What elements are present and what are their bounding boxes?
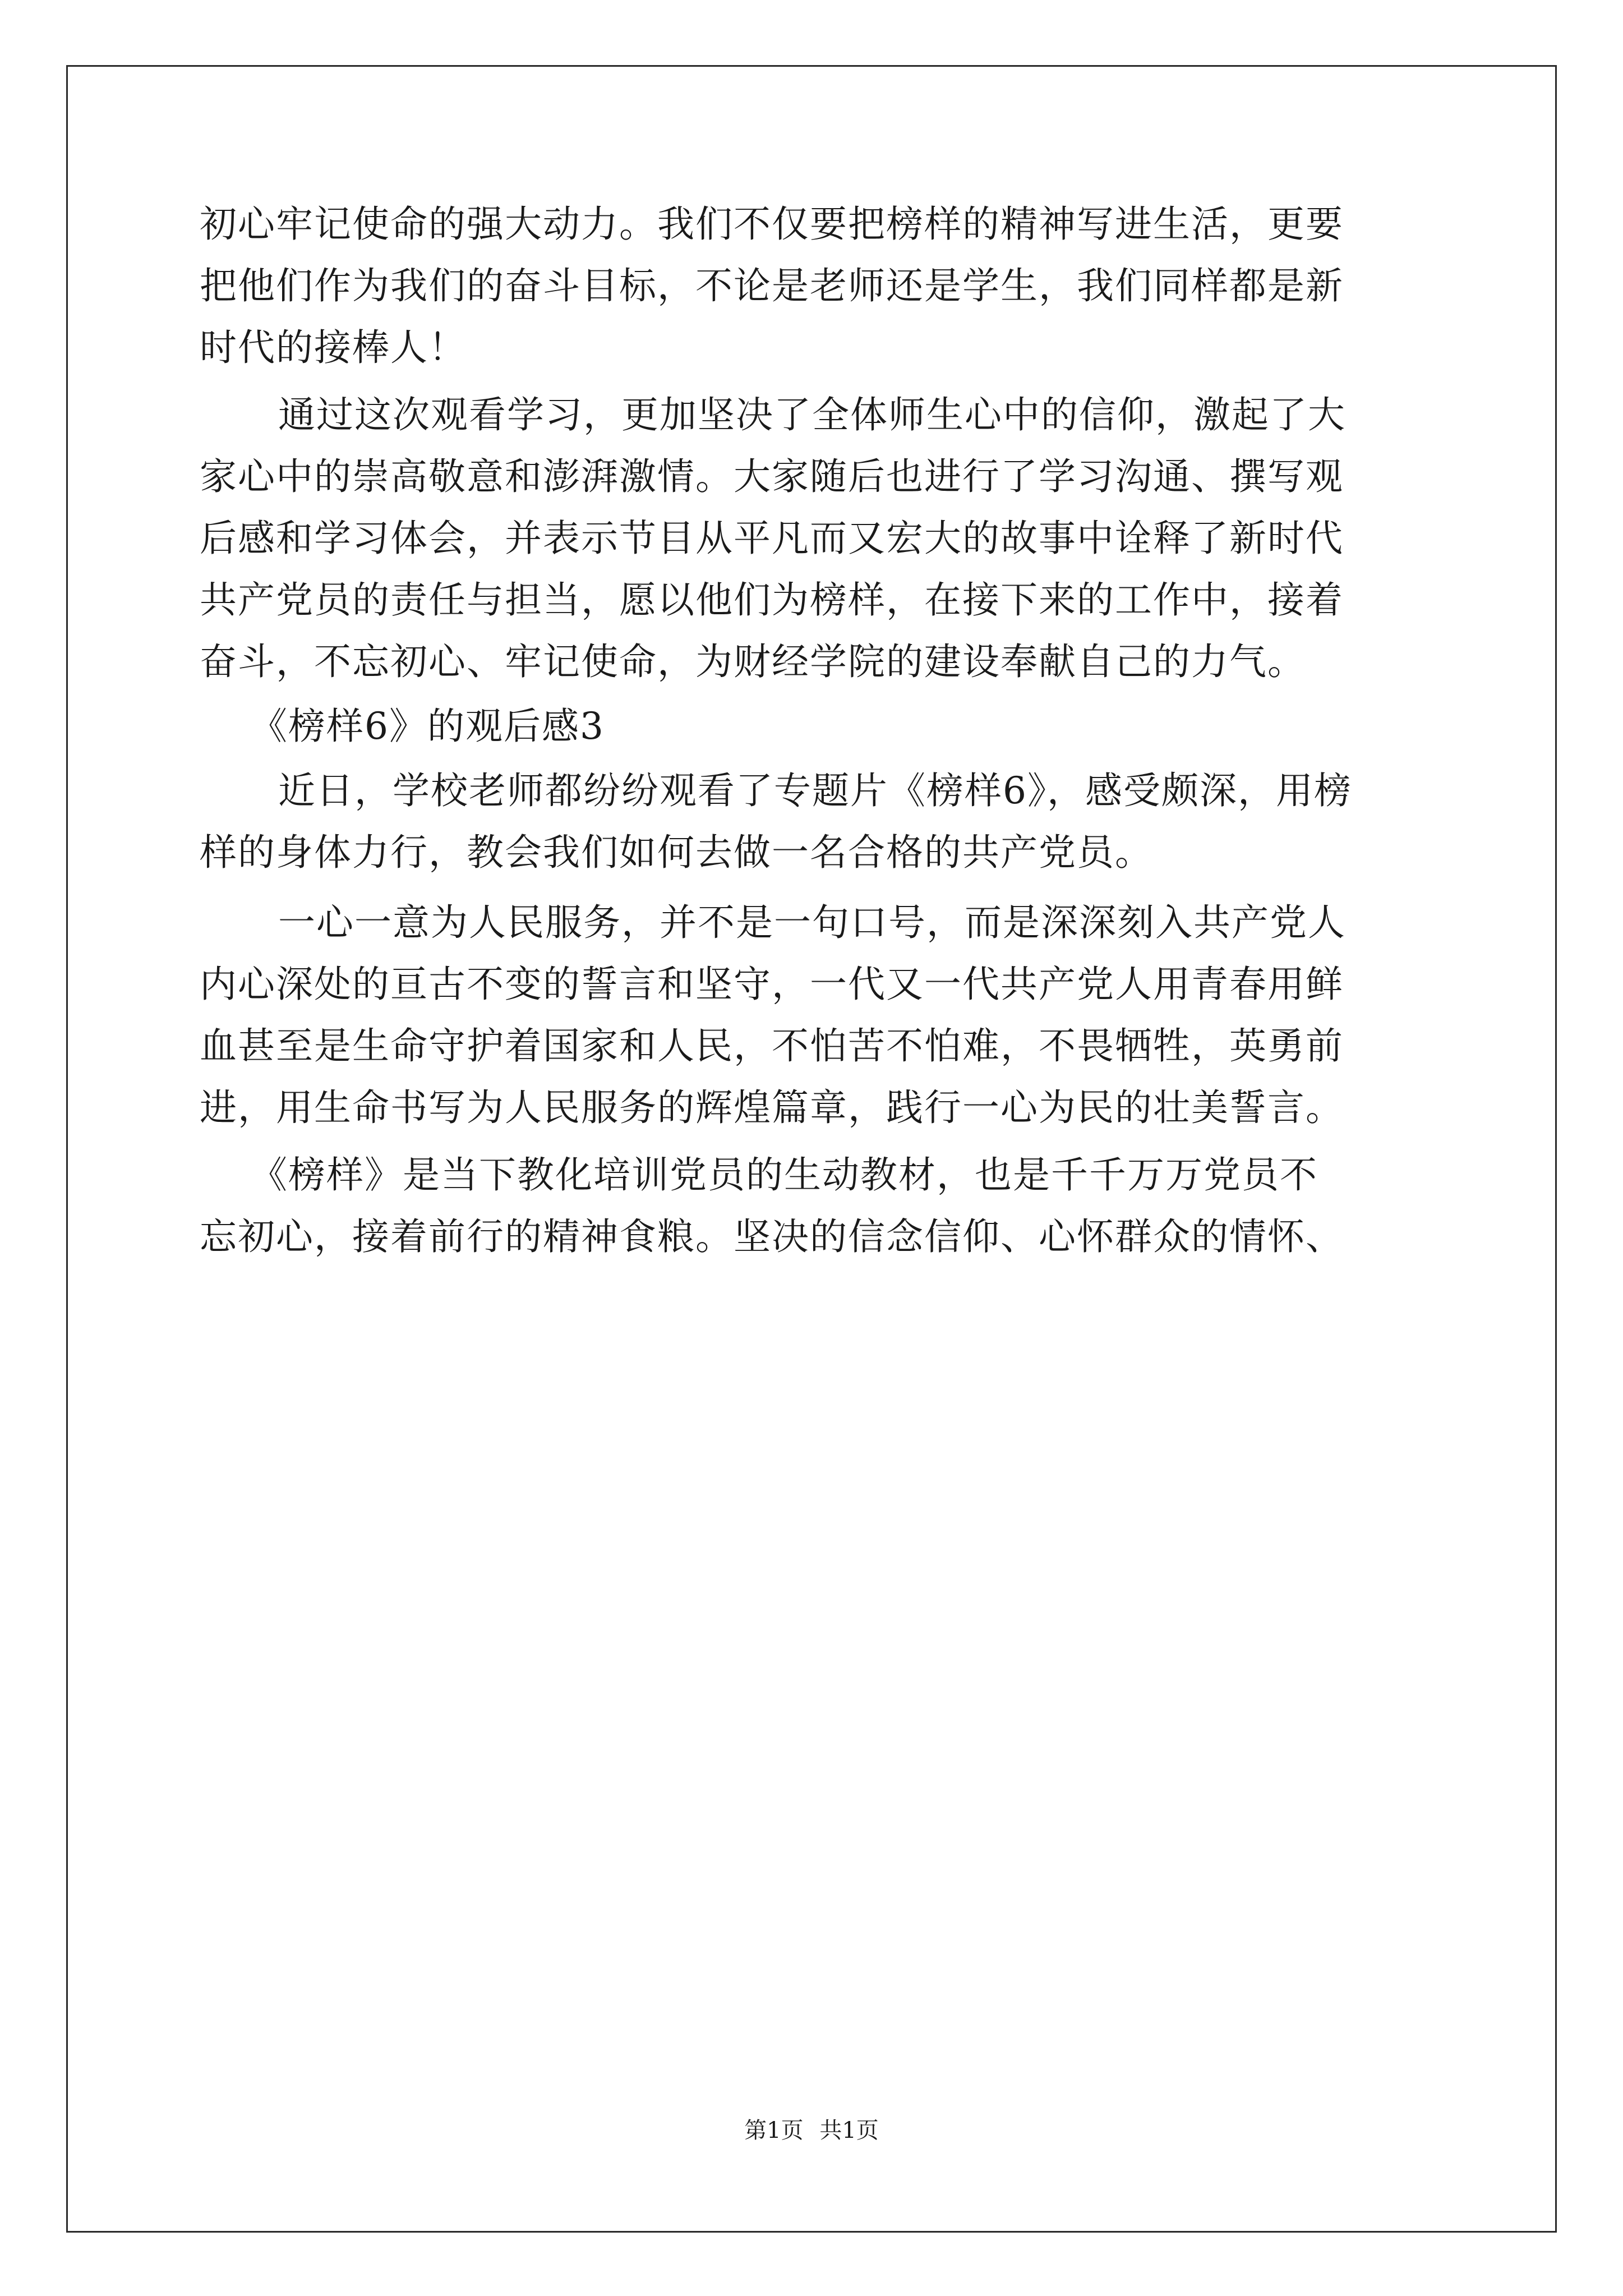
text-line: 样的身体力行，教会我们如何去做一名合格的共产党员。	[200, 831, 1153, 874]
section-title: 《榜样6》的观后感3	[250, 705, 605, 748]
text-line: 进，用生命书写为人民服务的辉煌篇章，践行一心为民的壮美誓言。	[200, 1086, 1344, 1129]
text-line: 时代的接棒人！	[200, 326, 467, 369]
page-total: 共1页	[819, 2118, 879, 2143]
text-line: 共产党员的责任与担当，愿以他们为榜样，在接下来的工作中，接着	[200, 578, 1344, 622]
page-border	[66, 65, 1557, 2233]
text-line: 忘初心，接着前行的精神食粮。坚决的信念信仰、心怀群众的情怀、	[200, 1215, 1344, 1258]
text-line: 内心深处的亘古不变的誓言和坚守，一代又一代共产党人用青春用鲜	[200, 963, 1344, 1006]
text-line: 后感和学习体会，并表示节目从平凡而又宏大的故事中诠释了新时代	[200, 517, 1344, 560]
paragraph-start-line: 一心一意为人民服务，并不是一句口号，而是深深刻入共产党人	[278, 901, 1346, 944]
text-line: 血甚至是生命守护着国家和人民，不怕苦不怕难，不畏牺牲，英勇前	[200, 1024, 1344, 1068]
page-footer	[0, 2116, 1623, 2145]
text-line: 把他们作为我们的奋斗目标，不论是老师还是学生，我们同样都是新	[200, 264, 1344, 307]
paragraph-start-line: 《榜样》是当下教化培训党员的生动教材，也是千千万万党员不	[250, 1153, 1318, 1197]
text-line: 家心中的崇高敬意和澎湃激情。大家随后也进行了学习沟通、撰写观	[200, 455, 1344, 498]
paragraph-start-line: 通过这次观看学习，更加坚决了全体师生心中的信仰，激起了大	[278, 393, 1346, 436]
text-line: 奋斗，不忘初心、牢记使命，为财经学院的建设奉献自己的力气。	[200, 640, 1306, 683]
page-number: 第1页	[744, 2118, 804, 2143]
paragraph-start-line: 近日，学校老师都纷纷观看了专题片《榜样6》，感受颇深，用榜	[278, 769, 1352, 812]
text-line: 初心牢记使命的强大动力。我们不仅要把榜样的精神写进生活，更要	[200, 203, 1344, 246]
